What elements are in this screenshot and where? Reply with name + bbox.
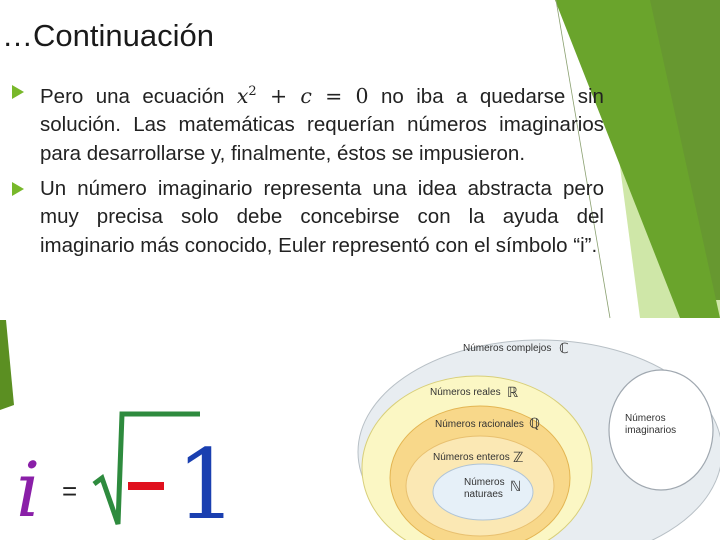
- bullet-arrow-icon: [12, 85, 24, 99]
- imaginary-label-line2: imaginarios: [625, 425, 677, 436]
- integer-label: Números enteros: [433, 452, 510, 463]
- rational-label: Números racionales: [435, 419, 524, 430]
- formula-equals: =: [62, 476, 78, 506]
- bullet-item-1: [12, 78, 604, 169]
- formula-one: 1: [176, 429, 238, 540]
- real-label: Números reales: [430, 387, 501, 398]
- bullet-list: [12, 78, 604, 266]
- natural-symbol: ℕ: [510, 478, 522, 494]
- imaginary-label-line1: Números: [625, 413, 666, 424]
- equation-inline: [237, 84, 369, 108]
- bullet-2-text: Un número imaginario representa una idea abstracta pero muy precisa solo debe concebirse con la ayuda del imaginario más conocido, Euler representó con el símbolo “i”.: [40, 176, 604, 257]
- natural-label-line1: Números: [464, 477, 505, 488]
- eq-equals: =: [325, 83, 343, 108]
- integer-symbol: ℤ: [513, 449, 524, 465]
- slide-title: …Continuación: [2, 18, 214, 53]
- bullet-item-2: [12, 175, 604, 261]
- eq-plus: +: [269, 83, 288, 108]
- eq-var: x: [236, 83, 249, 108]
- number-sets-diagram: [355, 318, 720, 540]
- eq-const: c: [300, 83, 312, 108]
- bullet-1-text-after: no iba a quedarse sin solución. Las matemáticas requerían números imaginarios para desarrollarse y, finalmente, éstos se impusieron.: [40, 84, 604, 166]
- complex-symbol: ℂ: [559, 340, 569, 356]
- formula-i: i: [16, 445, 41, 534]
- bullet-arrow-icon: [12, 182, 24, 196]
- natural-label-line2: naturaes: [464, 489, 503, 500]
- deco-left-accent: [0, 320, 14, 410]
- rational-symbol: ℚ: [529, 415, 541, 431]
- complex-label: Números complejos: [463, 343, 552, 354]
- bullet-1-text-before: Pero una ecuación: [40, 84, 237, 108]
- eq-zero: 0: [355, 83, 369, 108]
- real-symbol: ℝ: [507, 384, 519, 400]
- eq-exponent: 2: [248, 84, 257, 99]
